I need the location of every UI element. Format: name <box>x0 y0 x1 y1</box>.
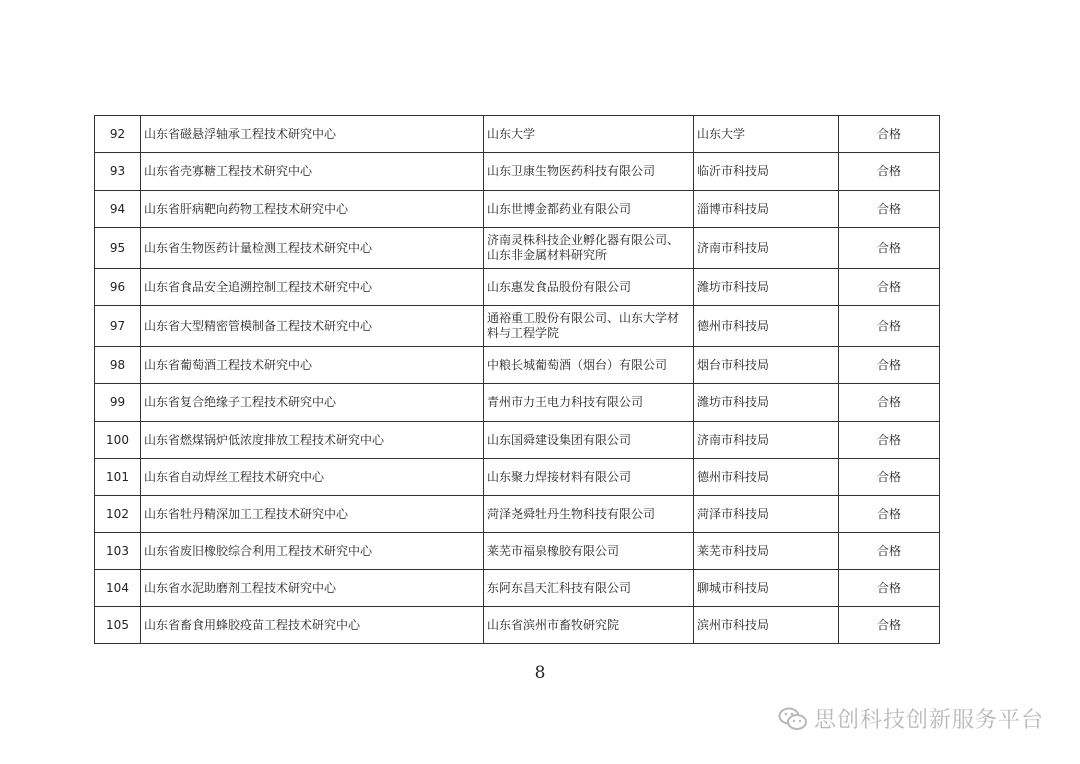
row-number: 102 <box>95 496 141 533</box>
supporting-unit: 山东世博金都药业有限公司 <box>484 191 694 228</box>
center-name: 山东省葡萄酒工程技术研究中心 <box>141 347 484 384</box>
page-number: 8 <box>534 663 546 683</box>
row-number: 100 <box>95 422 141 459</box>
row-number: 95 <box>95 228 141 269</box>
table-row <box>95 228 940 269</box>
competent-department: 潍坊市科技局 <box>694 269 839 306</box>
row-number: 99 <box>95 384 141 422</box>
competent-department: 滨州市科技局 <box>694 607 839 644</box>
center-name: 山东省肝病靶向药物工程技术研究中心 <box>141 191 484 228</box>
evaluation-result: 合格 <box>839 116 940 153</box>
row-number: 103 <box>95 533 141 570</box>
center-name: 山东省复合绝缘子工程技术研究中心 <box>141 384 484 422</box>
evaluation-result: 合格 <box>839 607 940 644</box>
evaluation-result: 合格 <box>839 533 940 570</box>
table-row <box>95 459 940 496</box>
competent-department: 德州市科技局 <box>694 306 839 347</box>
evaluation-result: 合格 <box>839 269 940 306</box>
row-number: 104 <box>95 570 141 607</box>
center-name: 山东省食品安全追溯控制工程技术研究中心 <box>141 269 484 306</box>
center-name: 山东省磁悬浮轴承工程技术研究中心 <box>141 116 484 153</box>
supporting-unit: 青州市力王电力科技有限公司 <box>484 384 694 422</box>
table-row <box>95 607 940 644</box>
table-row <box>95 570 940 607</box>
evaluation-result: 合格 <box>839 306 940 347</box>
evaluation-table <box>94 115 940 644</box>
table-row <box>95 269 940 306</box>
row-number: 96 <box>95 269 141 306</box>
competent-department: 济南市科技局 <box>694 228 839 269</box>
table-row <box>95 347 940 384</box>
row-number: 105 <box>95 607 141 644</box>
supporting-unit: 莱芜市福泉橡胶有限公司 <box>484 533 694 570</box>
supporting-unit: 东阿东昌天汇科技有限公司 <box>484 570 694 607</box>
supporting-unit: 通裕重工股份有限公司、山东大学材料与工程学院 <box>484 306 694 347</box>
table-row <box>95 422 940 459</box>
table-row <box>95 496 940 533</box>
supporting-unit: 中粮长城葡萄酒（烟台）有限公司 <box>484 347 694 384</box>
row-number: 97 <box>95 306 141 347</box>
watermark <box>778 703 1044 734</box>
center-name: 山东省壳寡糖工程技术研究中心 <box>141 153 484 191</box>
center-name: 山东省大型精密管模制备工程技术研究中心 <box>141 306 484 347</box>
evaluation-result: 合格 <box>839 570 940 607</box>
supporting-unit: 山东省滨州市畜牧研究院 <box>484 607 694 644</box>
table-row <box>95 153 940 191</box>
competent-department: 济南市科技局 <box>694 422 839 459</box>
center-name: 山东省畜食用蜂胶疫苗工程技术研究中心 <box>141 607 484 644</box>
row-number: 101 <box>95 459 141 496</box>
supporting-unit: 山东聚力焊接材料有限公司 <box>484 459 694 496</box>
table-row <box>95 306 940 347</box>
competent-department: 淄博市科技局 <box>694 191 839 228</box>
competent-department: 德州市科技局 <box>694 459 839 496</box>
competent-department: 山东大学 <box>694 116 839 153</box>
evaluation-result: 合格 <box>839 228 940 269</box>
row-number: 94 <box>95 191 141 228</box>
supporting-unit: 山东大学 <box>484 116 694 153</box>
watermark-text: 思创科技创新服务平台 <box>813 708 1044 733</box>
center-name: 山东省生物医药计量检测工程技术研究中心 <box>141 228 484 269</box>
table-row <box>95 533 940 570</box>
row-number: 93 <box>95 153 141 191</box>
evaluation-result: 合格 <box>839 384 940 422</box>
evaluation-result: 合格 <box>839 459 940 496</box>
table-row <box>95 384 940 422</box>
evaluation-result: 合格 <box>839 496 940 533</box>
supporting-unit: 山东卫康生物医药科技有限公司 <box>484 153 694 191</box>
evaluation-result: 合格 <box>839 422 940 459</box>
competent-department: 烟台市科技局 <box>694 347 839 384</box>
center-name: 山东省自动焊丝工程技术研究中心 <box>141 459 484 496</box>
center-name: 山东省燃煤锅炉低浓度排放工程技术研究中心 <box>141 422 484 459</box>
evaluation-result: 合格 <box>839 347 940 384</box>
competent-department: 菏泽市科技局 <box>694 496 839 533</box>
competent-department: 莱芜市科技局 <box>694 533 839 570</box>
supporting-unit: 济南灵株科技企业孵化器有限公司、山东非金属材料研究所 <box>484 228 694 269</box>
center-name: 山东省水泥助磨剂工程技术研究中心 <box>141 570 484 607</box>
evaluation-result: 合格 <box>839 153 940 191</box>
competent-department: 潍坊市科技局 <box>694 384 839 422</box>
evaluation-result: 合格 <box>839 191 940 228</box>
row-number: 92 <box>95 116 141 153</box>
table-row <box>95 191 940 228</box>
center-name: 山东省废旧橡胶综合利用工程技术研究中心 <box>141 533 484 570</box>
wechat-icon <box>778 706 808 732</box>
row-number: 98 <box>95 347 141 384</box>
competent-department: 聊城市科技局 <box>694 570 839 607</box>
table-body <box>95 116 940 644</box>
supporting-unit: 山东国舜建设集团有限公司 <box>484 422 694 459</box>
supporting-unit: 菏泽尧舜牡丹生物科技有限公司 <box>484 496 694 533</box>
competent-department: 临沂市科技局 <box>694 153 839 191</box>
table-row <box>95 116 940 153</box>
center-name: 山东省牡丹精深加工工程技术研究中心 <box>141 496 484 533</box>
supporting-unit: 山东惠发食品股份有限公司 <box>484 269 694 306</box>
